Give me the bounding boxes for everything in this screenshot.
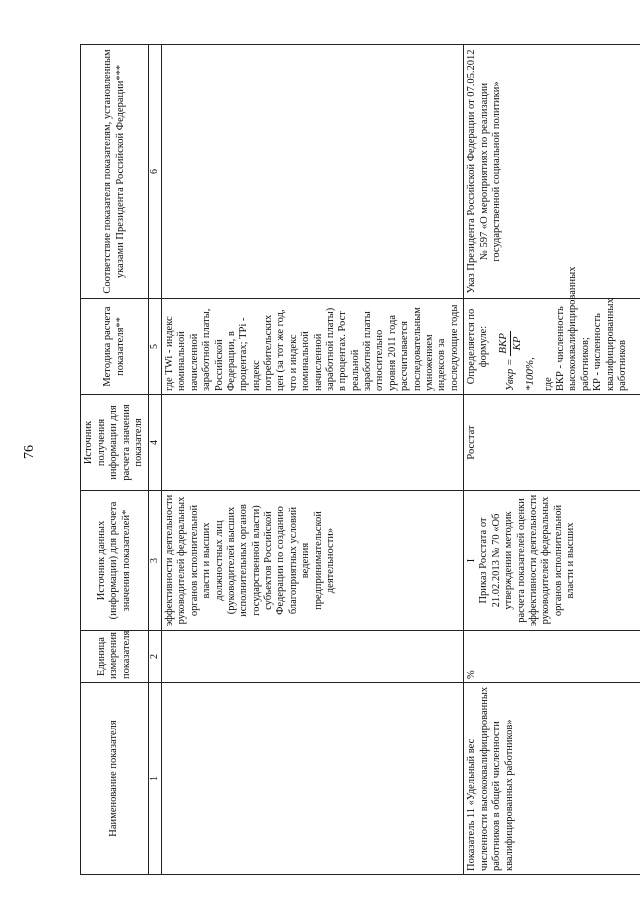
method-intro: Определяется по формуле: bbox=[466, 308, 490, 385]
table-row-continuation bbox=[162, 45, 464, 875]
data-source-number: I bbox=[466, 558, 477, 563]
cell-decree bbox=[162, 45, 464, 299]
cell-data-source bbox=[464, 491, 640, 631]
header-decree: Соответствие показателя показателям, установленным указами Президента Российской Федерации*** bbox=[81, 45, 149, 299]
formula-numerator: ВКР bbox=[496, 333, 509, 354]
cell-methodology bbox=[464, 266, 640, 395]
formula-denominator: КР bbox=[510, 336, 523, 351]
header-info-source: Источник получения информации для расчета значения показателя bbox=[81, 395, 149, 491]
cell-name: Показатель 11 «Удельный вес численности высококвалифицированных работников в общей численности квалифицированных работников» bbox=[464, 683, 640, 875]
cell-unit bbox=[162, 631, 464, 683]
page-number: 76 bbox=[22, 445, 37, 459]
method-vkr: ВКР - численность высококвалифицированных работников; bbox=[555, 266, 591, 391]
cell-info-source: Росстат bbox=[464, 395, 640, 491]
header-name: Наименование показателя bbox=[81, 683, 149, 875]
cell-methodology: где TWi - индекс номинальной начисленной заработной платы, Российской Федерации, в процентах; TPi - индекс потребительских цен (за тот же год, что и индекс номинальной начисленной заработной платы) в процентах. Рост реальной заработной платы относительно уровня 2011 года рассчитывается последовательным умножением индексов за последующие годы bbox=[162, 299, 464, 395]
column-number-row bbox=[149, 45, 162, 875]
table-header-row bbox=[81, 45, 149, 875]
formula bbox=[497, 302, 537, 391]
cell-info-source bbox=[162, 395, 464, 491]
table-row-indicator-11 bbox=[464, 45, 640, 875]
column-number: 1 bbox=[149, 683, 162, 875]
rotated-table-container bbox=[80, 45, 630, 875]
column-number: 3 bbox=[149, 491, 162, 631]
header-unit: Единица измерения показателя bbox=[81, 631, 149, 683]
cell-data-source: эффективности деятельности руководителей федеральных органов исполнительной власти и высших должностных лиц (руководителей высших исполнительных органов государственной власти) субъектов Российской Федерации по созданию благоприятных условий ведения предпринимательской деятельности» bbox=[162, 491, 464, 631]
column-number: 4 bbox=[149, 395, 162, 491]
cell-unit: % bbox=[464, 631, 640, 683]
column-number: 2 bbox=[149, 631, 162, 683]
formula-fraction bbox=[497, 331, 524, 356]
cell-name bbox=[162, 683, 464, 875]
formula-lhs: Увкр = bbox=[503, 358, 516, 391]
column-number: 6 bbox=[149, 45, 162, 299]
cell-decree: Указ Президента Российской Федерации от 07.05.2012 № 597 «О мероприятиях по реализации государственной социальной политики» bbox=[464, 45, 640, 299]
method-where: где bbox=[542, 377, 554, 391]
indicators-table bbox=[80, 44, 640, 875]
column-number: 5 bbox=[149, 299, 162, 395]
header-methodology: Методика расчета показателя** bbox=[81, 299, 149, 395]
header-data-source: Источник данных (информации) для расчета значения показателей* bbox=[81, 491, 149, 631]
data-source-text: Приказ Росстата от 21.02.2013 № 70 «Об утверждении методик расчета показателей оценки эффективности деятельности руководителей федеральных органов исполнительной власти и высших bbox=[478, 494, 576, 627]
formula-rhs: *100%, bbox=[523, 357, 536, 391]
method-kr: КР - численность квалифицированных работников bbox=[592, 298, 628, 391]
